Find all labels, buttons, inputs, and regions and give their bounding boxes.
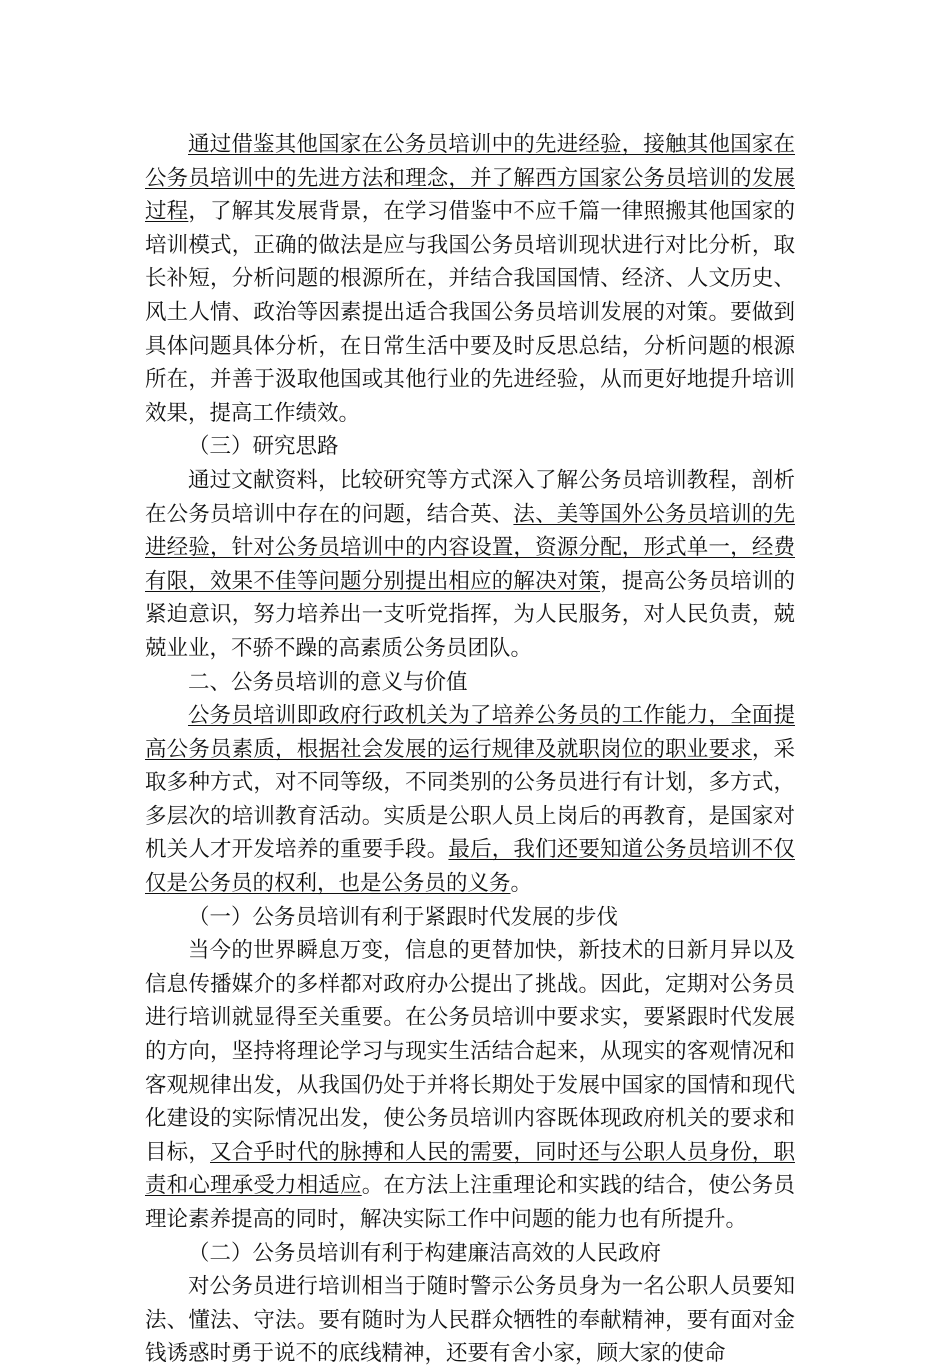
paragraph-clean-government: [145, 1270, 795, 1371]
document-page: [145, 128, 795, 1371]
heading-subsection-2: （二）公务员培训有利于构建廉洁高效的人民政府: [188, 1240, 662, 1266]
body-text: 。在方法上注重理论和实践的结合，使公务员理论素养提高的同时，解决实际工作中问题的能力也有所提升。: [145, 1173, 795, 1232]
underlined-text: 通过借鉴其他国家在公务员培训中的先进经验，接触其他国家在公务员培训中的先进方法和理念，并了解西方国家公务员培训的发展过程: [145, 132, 795, 225]
underlined-text: 公务员培训即政府行政机关为了培养公务员的工作能力，全面提高公务员素质，根据社会发展的运行规律及就职岗位的职业要求: [145, 703, 795, 762]
underlined-text: 又合乎时代的脉搏和人民的需要，同时还与公职人员身份，职责和心理承受力相适应: [145, 1139, 795, 1199]
paragraph-keep-pace: [145, 934, 795, 1236]
body-text: ，提高公务员培训的紧迫意识，努力培养出一支听党指挥，为人民服务，对人民负责，兢兢业业，不骄不躁的高素质公务员团队。: [145, 568, 795, 661]
heading-section-2: 二、公务员培训的意义与价值: [188, 669, 468, 695]
body-text: ，采取多种方式，对不同等级，不同类别的公务员进行有计划，多方式，多层次的培训教育活动。实质是公职人员上岗后的再教育，是国家对机关人才开发培养的重要手段。: [145, 736, 795, 863]
paragraph-research-approach: [145, 464, 795, 666]
underlined-text: 法、美等国外公务员培训的先进经验，针对公务员培训中的内容设置，资源分配，形式单一，经费有限，效果不佳等问题分别提出相应的解决对策: [145, 501, 795, 594]
body-text: 。: [510, 871, 533, 897]
body-text: 对公务员进行培训相当于随时警示公务员身为一名公职人员要知法、懂法、守法。要有随时为人民群众牺牲的奉献精神，要有面对金钱诱惑时勇于说不的底线精神，还要有舍小家，顾大家的使命: [145, 1274, 795, 1367]
paragraph-training-definition: [145, 699, 795, 901]
heading-research-approach: （三）研究思路: [188, 434, 339, 460]
body-text: 当今的世界瞬息万变，信息的更替加快，新技术的日新月异以及信息传播媒介的多样都对政府办公提出了挑战。因此，定期对公务员进行培训就显得至关重要。在公务员培训中要求实，要紧跟时代发展的方向，坚持将理论学习与现实生活结合起来，从现实的客观情况和客观规律出发，从我国仍处于并将长期处于发展中国家的国情和现代化建设的实际情况出发，使公务员培训内容既体现政府机关的要求和目标，: [145, 938, 795, 1165]
paragraph-learning-experience: [145, 128, 795, 430]
underlined-text: 最后，我们还要知道公务员培训不仅仅是公务员的权利，也是公务员的义务: [145, 837, 795, 897]
body-text: 通过文献资料，比较研究等方式深入了解公务员培训教程，剖析在公务员培训中存在的问题，结合英、: [145, 467, 795, 527]
body-text: ，了解其发展背景，在学习借鉴中不应千篇一律照搬其他国家的培训模式，正确的做法是应与我国公务员培训现状进行对比分析，取长补短，分析问题的根源所在，并结合我国国情、经济、人文历史、风土人情、政治等因素提出适合我国公务员培训发展的对策。要做到具体问题具体分析，在日常生活中要及时反思总结，分析问题的根源所在，并善于汲取他国或其他行业的先进经验，从而更好地提升培训效果，提高工作绩效。: [145, 199, 795, 426]
heading-subsection-1: （一）公务员培训有利于紧跟时代发展的步伐: [188, 904, 619, 930]
